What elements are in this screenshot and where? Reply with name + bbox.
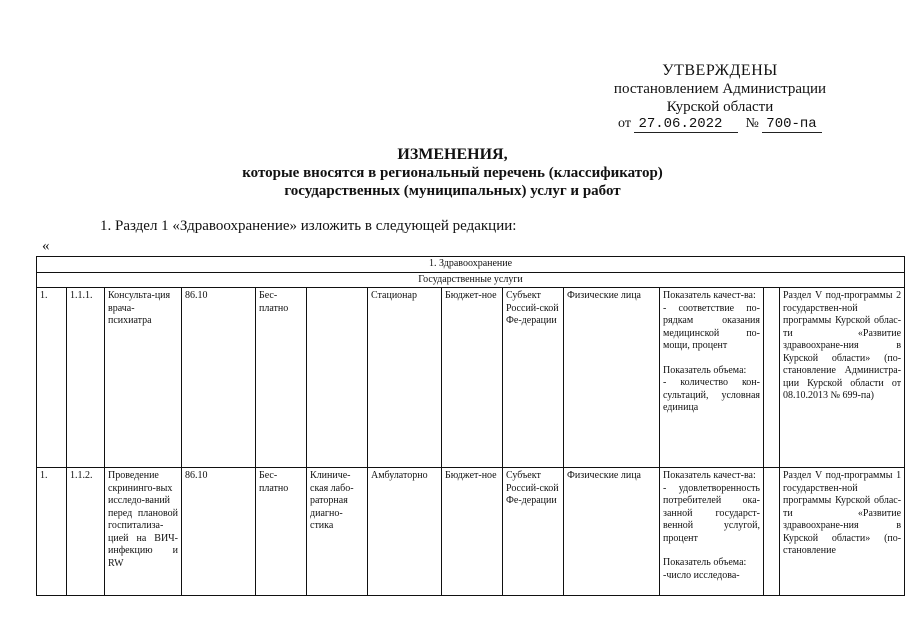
quality-text: - удовлетворенность потребителей ока-занной государст-венной услугой, процент: [663, 482, 760, 544]
approval-heading: УТВЕРЖДЕНЫ: [662, 62, 778, 79]
okved-code: 86.10: [182, 468, 256, 596]
document-title: [120, 146, 785, 200]
service-content: Клиниче-ская лабо-раторная диагно-стика: [307, 468, 368, 596]
row-code: 1.1.1.: [67, 288, 105, 468]
table-row: [37, 468, 905, 596]
section-header-row: [37, 257, 905, 273]
volume-text: - количество кон-сультаций, условная единица: [663, 377, 760, 413]
indicators: [660, 468, 764, 596]
service-conditions: Амбулаторно: [368, 468, 442, 596]
services-table: [36, 256, 905, 596]
paragraph-1: 1. Раздел 1 «Здравоохранение» изложить в следующей редакции:: [100, 218, 517, 234]
approval-issuer: постановлением Администрации: [613, 81, 827, 97]
institution-type: Бюджет-ное: [442, 288, 503, 468]
consumers: Физические лица: [564, 288, 660, 468]
date-prefix: от: [618, 116, 631, 131]
quality-text: - соответствие по-рядкам оказания медицинской по-мощи, процент: [663, 302, 760, 351]
legal-basis: Раздел V под-программы 2 государствен-ной программы Курской облас-ти «Развитие здравоохране-ния в Курской области» (по-становление Администра-ции Курской области от 08.10.2013 № 699-па): [780, 288, 905, 468]
quality-label: Показатель качест-ва:: [663, 290, 756, 301]
quality-label: Показатель качест-ва:: [663, 470, 756, 481]
volume-label: Показатель объема:: [663, 557, 747, 568]
number-prefix: №: [745, 116, 759, 131]
title-line-1: ИЗМЕНЕНИЯ,: [397, 146, 508, 163]
indicators: [660, 288, 764, 468]
extra-cell: [764, 288, 780, 468]
title-line-2: которые вносятся в региональный перечень (классификатор): [242, 165, 663, 181]
authority: Субъект Россий-ской Фе-дерации: [503, 468, 564, 596]
legal-basis: Раздел V под-программы 1 государствен-ной программы Курской облас-ти «Развитие здравоохране-ния в Курской области» (по-становление: [780, 468, 905, 596]
authority: Субъект Россий-ской Фе-дерации: [503, 288, 564, 468]
table-row: [37, 288, 905, 468]
payment-type: Бес-платно: [256, 288, 307, 468]
consumers: Физические лица: [564, 468, 660, 596]
row-num: 1.: [37, 468, 67, 596]
service-conditions: Стационар: [368, 288, 442, 468]
service-content: [307, 288, 368, 468]
extra-cell: [764, 468, 780, 596]
volume-label: Показатель объема:: [663, 364, 747, 376]
row-num: 1.: [37, 288, 67, 468]
approval-block: [600, 62, 840, 116]
subsection-header-row: [37, 272, 905, 288]
service-name: Проведение скрининго-вых исследо-ваний перед плановой госпитализа-цией на ВИЧ-инфекцию и RW: [105, 468, 182, 596]
payment-type: Бес-платно: [256, 468, 307, 596]
volume-text: -число исследова-: [663, 569, 740, 581]
approval-date: 27.06.2022: [634, 116, 738, 133]
service-name: Консульта-ция врача-психиатра: [105, 288, 182, 468]
institution-type: Бюджет-ное: [442, 468, 503, 596]
approval-region: Курской области: [666, 99, 774, 115]
okved-code: 86.10: [182, 288, 256, 468]
section-header: 1. Здравоохранение: [37, 257, 905, 273]
approval-number: 700-па: [762, 116, 822, 133]
approval-date-number: [618, 116, 822, 133]
row-code: 1.1.2.: [67, 468, 105, 596]
opening-quote: «: [42, 238, 50, 254]
title-line-3: государственных (муниципальных) услуг и работ: [284, 183, 621, 199]
subsection-header: Государственные услуги: [37, 272, 905, 288]
